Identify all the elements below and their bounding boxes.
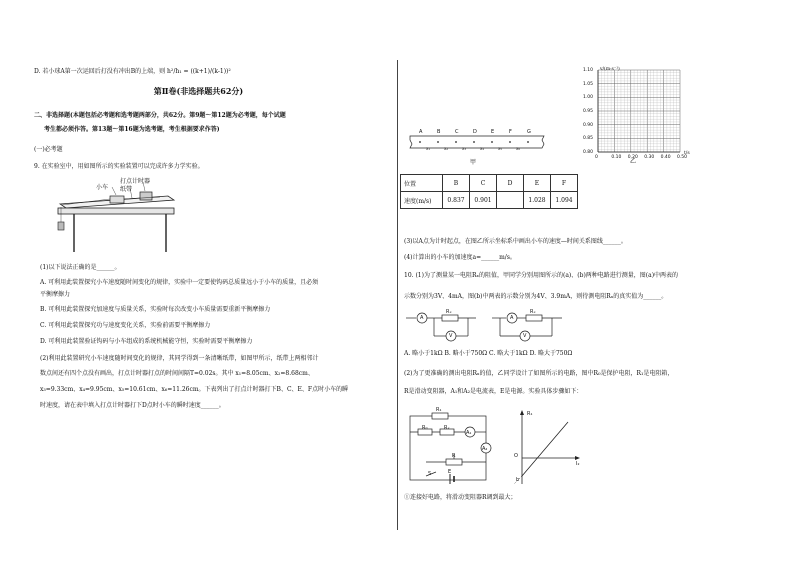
circuit-b-resistor-label: Rₓ	[530, 309, 536, 315]
y-tick-label: 1.05	[583, 81, 594, 87]
label-a1: A₁	[466, 430, 472, 436]
y-tick-label: 0.90	[583, 122, 594, 128]
table-cell: 0.901	[470, 192, 497, 209]
label-e: E	[448, 469, 452, 475]
q9-part2-line4: 时速度，请在表中填入打点计时器打下D点时小车的瞬时速度______。	[40, 402, 225, 409]
table-cell: D	[497, 175, 524, 192]
label-r0: R₀	[422, 425, 428, 431]
y-tick-label: 0.85	[583, 136, 594, 142]
tape-point	[473, 141, 475, 143]
tape-caption: 甲	[470, 159, 477, 166]
x-tick-label: 0.50	[677, 155, 688, 160]
y-tick-label: 0.95	[583, 109, 594, 114]
q9-part2-line2: 数点间还有四个点没有画出，打点计时器打点的时间间隔T=0.02s。其中 x₁=8.05cm、x₂=8.68cm、	[40, 370, 314, 377]
tape-point-label: C	[455, 129, 459, 135]
q9-part3: (3)以A点为计时起点，在图乙所示坐标系中画出小车的速度—时间关系图线______。	[404, 238, 627, 245]
circuit-a	[406, 308, 478, 344]
tape-point-label: F	[509, 129, 512, 135]
y-tick-label: 1.10	[583, 68, 594, 73]
x-tick-label: 0	[595, 155, 598, 160]
graph2-x-label: I₂	[576, 461, 580, 467]
column-divider	[397, 60, 398, 530]
graph-caption: 乙	[630, 158, 637, 165]
tape-point	[419, 141, 421, 143]
q9-option-d: D. 可利用此装置验证钩码与小车组成的系统机械能守恒，实验时需要平衡摩擦力	[40, 338, 253, 345]
q10-part2-line1: (2)为了更准确的测出电阻Rₓ的值，乙同学设计了如图所示的电路，图中R₀是保护电阻，R₁是电阻箱，	[404, 370, 674, 377]
section-2-title: 第Ⅱ卷(非选择题共62分)	[153, 86, 244, 96]
label-a2: A₂	[482, 446, 488, 452]
q10-part1-line2: 示数分别为3V、4mA，图(b)中两表的示数分别为4V、3.9mA，则待测电阻Rₓ的真实值为______。	[404, 293, 668, 300]
label-rx: Rₓ	[444, 425, 450, 431]
tape-segment-label: x₅	[498, 146, 502, 151]
table-row	[401, 175, 578, 192]
circuit-a-voltmeter-label: V	[449, 333, 453, 339]
x-tick-label: 0.40	[660, 155, 671, 160]
table-cell-blank[interactable]	[497, 192, 524, 209]
y-tick-label: 1.00	[583, 95, 594, 101]
x-tick-label: 0.20	[627, 155, 638, 160]
tape-point	[491, 141, 493, 143]
timer-box	[140, 192, 152, 200]
circuit-a-ammeter-label: A	[420, 315, 424, 321]
circuit-b-ammeter-label: A	[510, 315, 514, 321]
table-cell: 1.028	[524, 192, 551, 209]
graph2-line	[522, 422, 568, 476]
q9-part4: (4)计算出的小车的加速度a=______m/s。	[404, 254, 516, 261]
apparatus-figure	[50, 176, 180, 254]
label-cart: 小车	[96, 184, 109, 191]
graph2-b-label: b	[516, 477, 520, 483]
q9-option-a: A. 可利用此装置探究小车速度随时间变化的规律，实验中一定要使钩码总质量远小于小车的质量，且必须	[40, 279, 319, 286]
circuit-b	[492, 308, 564, 344]
q9-part1: (1)以下说法正确的是______。	[40, 264, 121, 271]
x-tick-label: 0.30	[644, 155, 655, 160]
tape-segment-label: x₆	[516, 146, 520, 151]
section-2-intro-2: 考生都必须作答。第13题～第16题为选考题，考生根据要求作答)	[44, 126, 220, 133]
label-r: R	[452, 453, 456, 459]
q9-option-a-cont: 平衡摩擦力	[40, 291, 71, 298]
table-cell: 速度(m/s)	[401, 192, 443, 209]
table-row	[401, 192, 578, 209]
velocity-table	[400, 174, 578, 209]
q9-option-b: B. 可利用此装置探究加速度与质量关系，实验时每次改变小车质量需要重新平衡摩擦力	[40, 306, 271, 313]
tape-point	[437, 141, 439, 143]
q10-part1-line1: 10. (1)为了测量某一电阻Rₓ的阻值，甲同学分别用图所示的(a)、(b)两种电路进行测量，图(a)中两表的	[404, 272, 679, 279]
tape-point-label: A	[419, 129, 423, 135]
tape-point	[509, 141, 511, 143]
graph2-y-label: R₁	[527, 411, 533, 417]
q9-part2-line1: (2)利用此装置研究小车速度随时间变化的规律，其同学得到一条清晰纸带，如图甲所示，纸带上两相邻计	[40, 355, 319, 362]
graph2-origin-label: O	[514, 453, 518, 459]
hook-weight	[58, 222, 64, 230]
tape-point	[527, 141, 529, 143]
label-timer: 打点计时器	[120, 178, 151, 185]
tape-segment-label: x₃	[462, 146, 466, 151]
q9-stem: 9. 在实验室中，用如图所示的实验装置可以完成许多力学实验。	[34, 163, 204, 170]
table-cell: F	[551, 175, 578, 192]
table-cell: 位置	[401, 175, 443, 192]
q9-option-c: C. 可利用此装置探究功与速度变化关系，实验前需要平衡摩擦力	[40, 322, 211, 329]
label-r1: R₁	[436, 407, 442, 413]
q9-part2-line3: x₃=9.33cm、x₄=9.95cm、x₅=10.61cm、x₆=11.26cm。下表列出了打点计时器打下B、C、E、F点时小车的瞬	[40, 386, 349, 393]
q10-options: A. 略小于1kΩ B. 略小于750Ω C. 略大于1kΩ D. 略大于750Ω	[404, 350, 573, 357]
tape-point-label: D	[473, 129, 477, 135]
circuit-a-resistor-label: Rₓ	[446, 309, 452, 315]
q10-part2-line2: R是滑动变阻器，A₁和A₂是电流表，E是电源。实验具体步骤如下：	[404, 388, 583, 395]
tape-segment-label: x₂	[444, 146, 448, 151]
tape-point-label: G	[527, 129, 531, 135]
table-cell: 0.837	[443, 192, 470, 209]
circuit-b-voltmeter-label: V	[523, 333, 527, 339]
y-tick-label: 0.80	[583, 150, 594, 155]
required-label: (一)必考题	[34, 146, 63, 153]
table-cell: 1.094	[551, 192, 578, 209]
cart	[110, 196, 124, 203]
tape-segment-label: x₁	[426, 146, 430, 151]
table-cell: C	[470, 175, 497, 192]
label-s: S	[428, 471, 432, 477]
vt-xlabel: t/s	[684, 151, 690, 156]
tape-point-label: B	[437, 129, 441, 135]
x-tick-label: 0.10	[611, 155, 622, 160]
section-2-intro-1: 二、非选择题(本题包括必考题和选考题两部分，共62分。第9题～第12题为必考题，每个试题	[34, 112, 286, 119]
table-cell: B	[443, 175, 470, 192]
tape-segment-label: x₄	[480, 146, 484, 151]
option-d: D. 若小球A第一次运回后打没有冲出B的上端，则 h²/h₁ = ((k+1)/(k-1))²	[34, 68, 231, 75]
q10-step1: ①连接好电路，将滑动变阻器R调到最大；	[404, 494, 517, 501]
vt-ylabel: v/(m·s⁻¹)	[600, 67, 620, 72]
table-cell: E	[524, 175, 551, 192]
tape-point-label: E	[491, 129, 495, 135]
tape-point	[455, 141, 457, 143]
table-top	[58, 208, 174, 214]
label-tape: 纸带	[120, 186, 133, 193]
